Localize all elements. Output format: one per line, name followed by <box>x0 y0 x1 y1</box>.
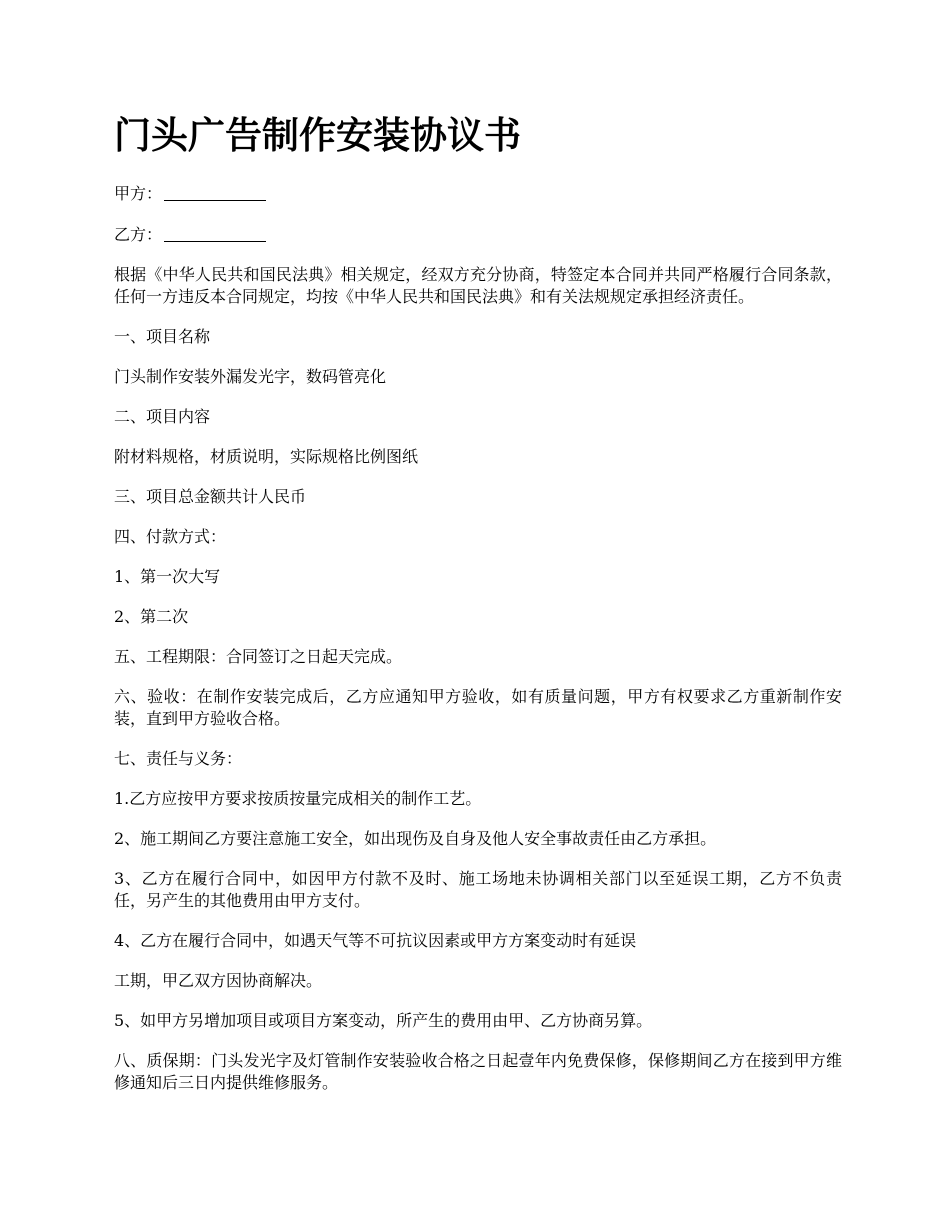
section-heading-project-content: 二、项目内容 <box>114 407 211 426</box>
party-a-label: 甲方： <box>114 184 163 203</box>
intro-paragraph: 根据《中华人民共和国民法典》相关规定，经双方充分协商，特签定本合同并共同严格履行合同条款，任何一方违反本合同规定，均按《中华人民共和国民法典》和有关法规规定承担经济责任。 <box>114 265 842 306</box>
payment-item-2: 2、第二次 <box>114 607 189 626</box>
project-name-text: 门头制作安装外漏发光字，数码管亮化 <box>114 367 387 386</box>
party-b-line <box>114 223 842 246</box>
section-heading-total-amount: 三、项目总金额共计人民币 <box>114 487 307 506</box>
project-content-text: 附材料规格，材质说明，实际规格比例图纸 <box>114 447 419 466</box>
document-page <box>114 112 842 1112</box>
section-heading-payment: 四、付款方式： <box>114 527 227 546</box>
payment-item-1: 1、第一次大写 <box>114 567 221 586</box>
section-warranty: 八、质保期：门头发光字及灯管制作安装验收合格之日起壹年内免费保修，保修期间乙方在接到甲方维修通知后三日内提供维修服务。 <box>114 1051 842 1092</box>
responsibility-item-4-continued: 工期，甲乙双方因协商解决。 <box>114 971 323 990</box>
responsibility-item-1: 1.乙方应按甲方要求按质按量完成相关的制作工艺。 <box>114 789 482 808</box>
party-b-label: 乙方： <box>114 225 163 244</box>
party-a-blank <box>164 184 266 201</box>
section-heading-duration: 五、工程期限：合同签订之日起天完成。 <box>114 647 403 666</box>
document-title: 门头广告制作安装协议书 <box>114 114 521 157</box>
party-b-blank <box>164 225 266 242</box>
responsibility-item-4: 4、乙方在履行合同中，如遇天气等不可抗议因素或甲方方案变动时有延误 <box>114 931 637 950</box>
responsibility-item-2: 2、施工期间乙方要注意施工安全，如出现伤及自身及他人安全事故责任由乙方承担。 <box>114 829 717 848</box>
responsibility-item-5: 5、如甲方另增加项目或项目方案变动，所产生的费用由甲、乙方协商另算。 <box>114 1011 653 1030</box>
section-acceptance: 六、验收：在制作安装完成后，乙方应通知甲方验收，如有质量问题，甲方有权要求乙方重新制作安装，直到甲方验收合格。 <box>114 687 842 728</box>
responsibility-item-3: 3、乙方在履行合同中，如因甲方付款不及时、施工场地未协调相关部门以至延误工期，乙方不负责任，另产生的其他费用由甲方支付。 <box>114 869 842 910</box>
section-heading-project-name: 一、项目名称 <box>114 327 211 346</box>
section-heading-responsibility: 七、责任与义务： <box>114 749 243 768</box>
party-a-line <box>114 182 842 205</box>
